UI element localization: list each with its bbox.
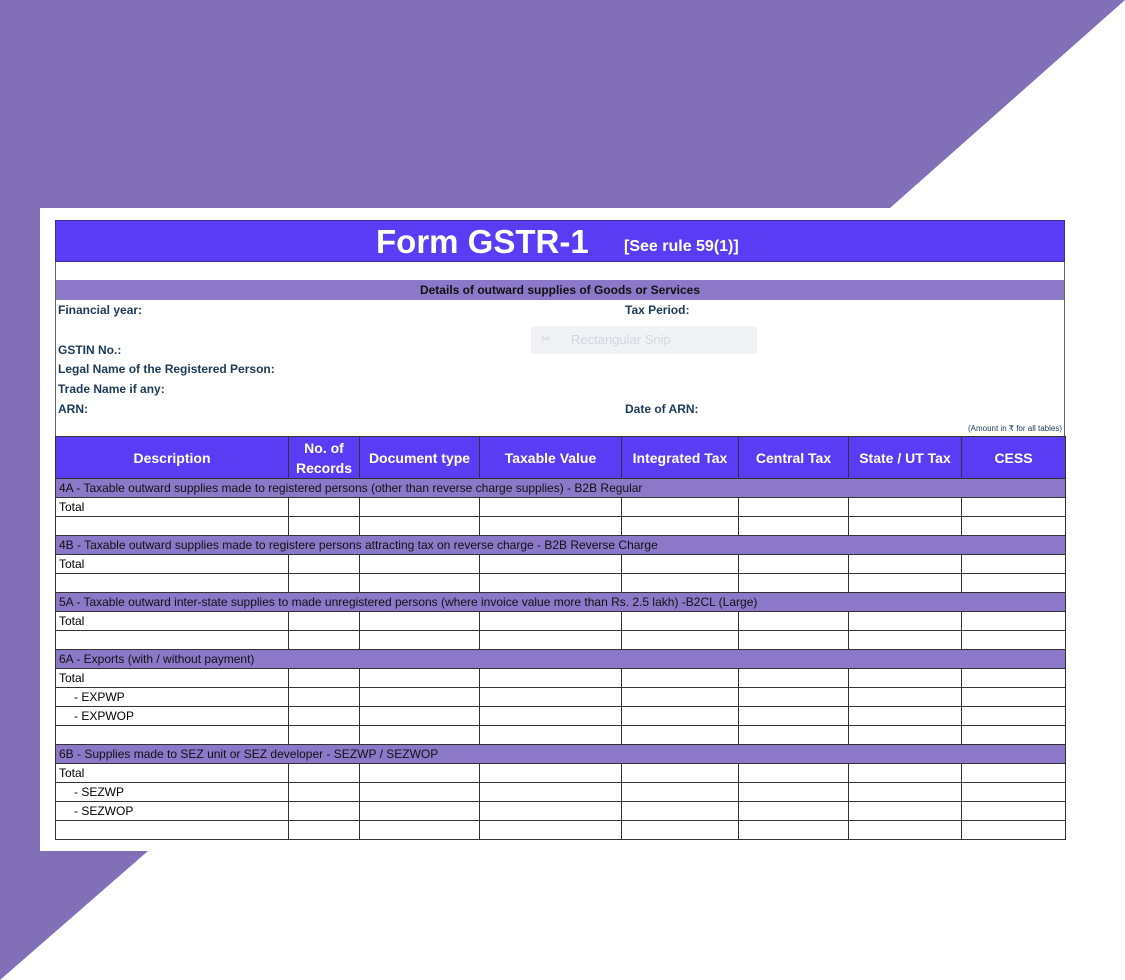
spacer-cell: [289, 631, 360, 650]
spacer-cell: [739, 631, 849, 650]
spacer-row: [56, 726, 1066, 745]
gstr1-table: [55, 436, 1066, 840]
spacer-row: [56, 631, 1066, 650]
arn-label: ARN:: [58, 402, 88, 416]
section-title: 6A - Exports (with / without payment): [56, 650, 1066, 669]
spacer-cell: [289, 726, 360, 745]
header-no-of-records: No. of Records: [289, 437, 360, 479]
table-row: [56, 783, 1066, 802]
data-cell[interactable]: [622, 555, 739, 574]
data-cell[interactable]: [739, 764, 849, 783]
spacer-cell: [962, 631, 1066, 650]
data-cell[interactable]: [849, 669, 962, 688]
data-cell[interactable]: [360, 783, 480, 802]
row-label: Total: [56, 764, 289, 783]
spacer-cell: [289, 517, 360, 536]
data-cell[interactable]: [962, 783, 1066, 802]
form-rule-reference: [See rule 59(1)]: [624, 238, 739, 255]
row-label: - SEZWOP: [56, 802, 289, 821]
spacer-cell: [480, 821, 622, 840]
spacer-cell: [962, 726, 1066, 745]
trade-name-label: Trade Name if any:: [58, 382, 165, 396]
spacer-cell: [622, 821, 739, 840]
table-header-row: [56, 437, 1066, 479]
data-cell[interactable]: [360, 688, 480, 707]
spacer-cell: [962, 574, 1066, 593]
data-cell[interactable]: [622, 612, 739, 631]
spacer-cell: [56, 726, 289, 745]
spacer-cell: [739, 517, 849, 536]
spacer-cell: [289, 821, 360, 840]
data-cell[interactable]: [289, 764, 360, 783]
data-cell[interactable]: [849, 707, 962, 726]
data-cell[interactable]: [849, 688, 962, 707]
form-title-bar: [55, 220, 1065, 262]
table-row: [56, 802, 1066, 821]
data-cell[interactable]: [480, 802, 622, 821]
spacer-cell: [360, 574, 480, 593]
spacer-cell: [480, 574, 622, 593]
data-cell[interactable]: [360, 707, 480, 726]
section-title: 5A - Taxable outward inter-state supplies to made unregistered persons (where invoice value more than Rs. 2.5 lakh) -B2CL (Large): [56, 593, 1066, 612]
data-cell[interactable]: [480, 669, 622, 688]
data-cell[interactable]: [849, 612, 962, 631]
spacer-cell: [849, 574, 962, 593]
spacer-row: [56, 821, 1066, 840]
row-label: - SEZWP: [56, 783, 289, 802]
data-cell[interactable]: [849, 783, 962, 802]
section-title: 4A - Taxable outward supplies made to registered persons (other than reverse charge supplies) - B2B Regular: [56, 479, 1066, 498]
snip-label: Rectangular Snip: [571, 332, 671, 347]
data-cell[interactable]: [360, 555, 480, 574]
spacer-cell: [360, 726, 480, 745]
data-cell[interactable]: [360, 764, 480, 783]
spacer-row: [56, 574, 1066, 593]
financial-year-label: Financial year:: [58, 303, 143, 317]
spacer-cell: [360, 821, 480, 840]
header-document-type: Document type: [360, 437, 480, 479]
table-row: [56, 669, 1066, 688]
section-row: [56, 745, 1066, 764]
data-cell[interactable]: [622, 802, 739, 821]
form-sheet: [40, 208, 1085, 851]
spacer-cell: [56, 517, 289, 536]
details-heading: Details of outward supplies of Goods or Services: [55, 280, 1065, 300]
spacer-cell: [56, 631, 289, 650]
header-central-tax: Central Tax: [739, 437, 849, 479]
row-label: Total: [56, 555, 289, 574]
spacer-cell: [849, 517, 962, 536]
data-cell[interactable]: [360, 498, 480, 517]
spacer-cell: [849, 821, 962, 840]
data-cell[interactable]: [289, 555, 360, 574]
spacer: [55, 262, 1065, 280]
legal-name-label: Legal Name of the Registered Person:: [58, 362, 275, 376]
data-cell[interactable]: [622, 669, 739, 688]
section-row: [56, 536, 1066, 555]
header-description: Description: [56, 437, 289, 479]
table-row: [56, 707, 1066, 726]
gstr1-form: [55, 220, 1065, 840]
tax-period-label: Tax Period:: [625, 303, 690, 317]
spacer-cell: [962, 821, 1066, 840]
spacer-cell: [360, 631, 480, 650]
table-body: [56, 479, 1066, 840]
header-state-ut-tax: State / UT Tax: [849, 437, 962, 479]
data-cell[interactable]: [289, 498, 360, 517]
data-cell[interactable]: [289, 669, 360, 688]
amount-note: (Amount in ₹ for all tables): [967, 424, 1062, 433]
spacer-cell: [739, 821, 849, 840]
data-cell[interactable]: [360, 802, 480, 821]
data-cell[interactable]: [739, 669, 849, 688]
data-cell[interactable]: [962, 802, 1066, 821]
row-label: Total: [56, 669, 289, 688]
scissors-icon: ✂: [541, 332, 552, 346]
data-cell[interactable]: [962, 612, 1066, 631]
spacer-cell: [739, 574, 849, 593]
spacer-cell: [480, 631, 622, 650]
table-row: [56, 498, 1066, 517]
gstin-label: GSTIN No.:: [58, 343, 122, 357]
data-cell[interactable]: [849, 555, 962, 574]
table-row: [56, 764, 1066, 783]
data-cell[interactable]: [849, 498, 962, 517]
section-row: [56, 650, 1066, 669]
spacer-cell: [56, 821, 289, 840]
table-row: [56, 555, 1066, 574]
data-cell[interactable]: [739, 612, 849, 631]
data-cell[interactable]: [622, 783, 739, 802]
spacer-cell: [289, 574, 360, 593]
spacer-cell: [360, 517, 480, 536]
data-cell[interactable]: [962, 707, 1066, 726]
data-cell[interactable]: [849, 802, 962, 821]
data-cell[interactable]: [622, 707, 739, 726]
form-title: Form GSTR-1: [376, 223, 589, 260]
data-cell[interactable]: [962, 688, 1066, 707]
row-label: - EXPWOP: [56, 707, 289, 726]
rectangular-snip-overlay[interactable]: [531, 326, 757, 354]
data-cell[interactable]: [289, 612, 360, 631]
spacer-cell: [622, 726, 739, 745]
section-row: [56, 479, 1066, 498]
data-cell[interactable]: [480, 783, 622, 802]
header-taxable-value: Taxable Value: [480, 437, 622, 479]
data-cell[interactable]: [289, 707, 360, 726]
data-cell[interactable]: [289, 688, 360, 707]
spacer-cell: [622, 631, 739, 650]
data-cell[interactable]: [480, 688, 622, 707]
data-cell[interactable]: [739, 707, 849, 726]
data-cell[interactable]: [480, 555, 622, 574]
data-cell[interactable]: [480, 612, 622, 631]
data-cell[interactable]: [739, 802, 849, 821]
spacer-cell: [849, 631, 962, 650]
section-title: 6B - Supplies made to SEZ unit or SEZ developer - SEZWP / SEZWOP: [56, 745, 1066, 764]
data-cell[interactable]: [360, 612, 480, 631]
table-row: [56, 612, 1066, 631]
taxpayer-info: [55, 300, 1065, 436]
data-cell[interactable]: [739, 688, 849, 707]
section-row: [56, 593, 1066, 612]
row-label: Total: [56, 612, 289, 631]
data-cell[interactable]: [962, 669, 1066, 688]
data-cell[interactable]: [622, 764, 739, 783]
date-of-arn-label: Date of ARN:: [625, 402, 699, 416]
spacer-cell: [622, 517, 739, 536]
spacer-cell: [480, 517, 622, 536]
data-cell[interactable]: [480, 707, 622, 726]
data-cell[interactable]: [289, 802, 360, 821]
row-label: - EXPWP: [56, 688, 289, 707]
data-cell[interactable]: [739, 555, 849, 574]
header-cess: CESS: [962, 437, 1066, 479]
data-cell[interactable]: [962, 555, 1066, 574]
spacer-row: [56, 517, 1066, 536]
spacer-cell: [622, 574, 739, 593]
spacer-cell: [962, 517, 1066, 536]
data-cell[interactable]: [962, 498, 1066, 517]
spacer-cell: [739, 726, 849, 745]
data-cell[interactable]: [849, 764, 962, 783]
table-row: [56, 688, 1066, 707]
spacer-cell: [56, 574, 289, 593]
row-label: Total: [56, 498, 289, 517]
data-cell[interactable]: [360, 669, 480, 688]
data-cell[interactable]: [289, 783, 360, 802]
spacer-cell: [849, 726, 962, 745]
spacer-cell: [480, 726, 622, 745]
data-cell[interactable]: [622, 688, 739, 707]
data-cell[interactable]: [962, 764, 1066, 783]
section-title: 4B - Taxable outward supplies made to registere persons attracting tax on reverse charge - B2B Reverse Charge: [56, 536, 1066, 555]
data-cell[interactable]: [480, 498, 622, 517]
data-cell[interactable]: [480, 764, 622, 783]
data-cell[interactable]: [622, 498, 739, 517]
header-integrated-tax: Integrated Tax: [622, 437, 739, 479]
data-cell[interactable]: [739, 498, 849, 517]
data-cell[interactable]: [739, 783, 849, 802]
